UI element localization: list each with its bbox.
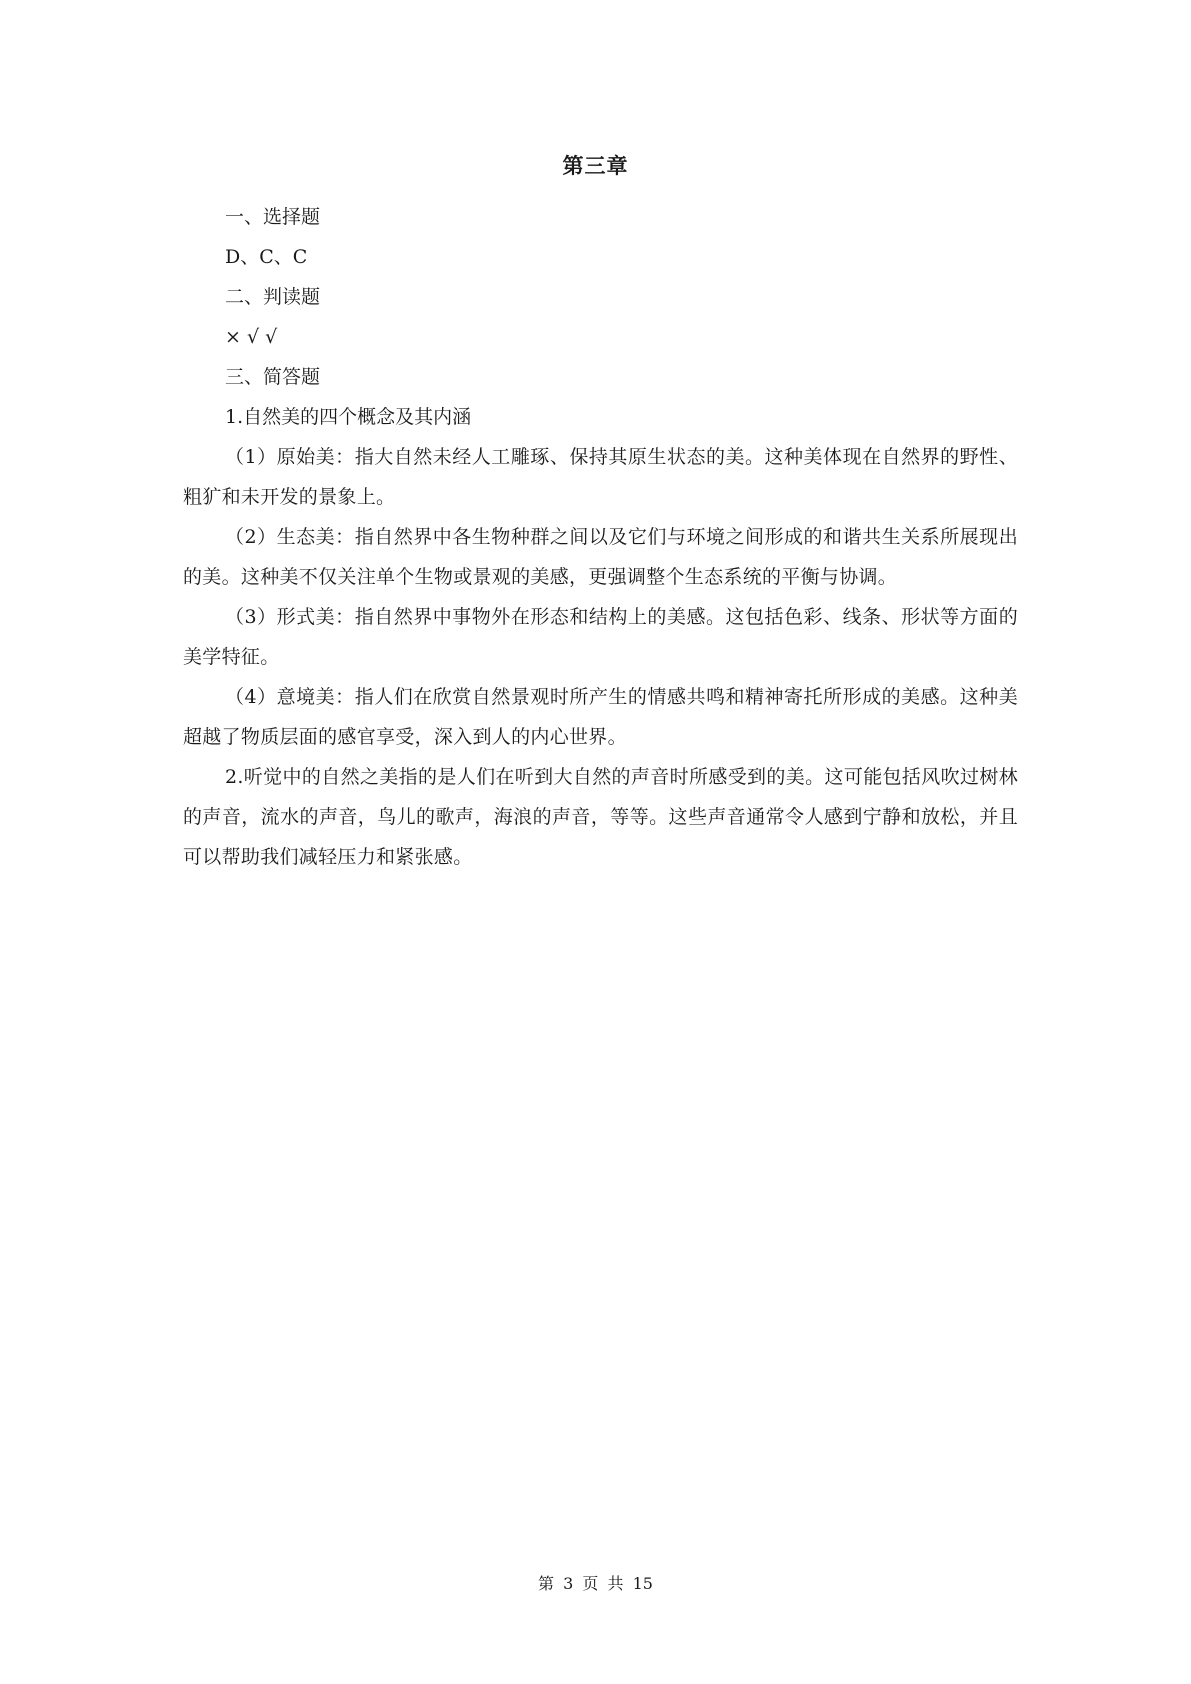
- section-heading-short: 三、简答题: [225, 366, 321, 388]
- document-body: [183, 197, 1018, 877]
- choice-answers: D、C、C: [225, 246, 308, 268]
- page-footer: 第 3 页 共 15: [538, 1574, 653, 1593]
- question-1-title: 1.自然美的四个概念及其内涵: [225, 406, 472, 428]
- question-1-item-1: （1）原始美：指大自然未经人工雕琢、保持其原生状态的美。这种美体现在自然界的野性、粗犷和未开发的景象上。: [183, 446, 1018, 508]
- question-1-item-3: （3）形式美：指自然界中事物外在形态和结构上的美感。这包括色彩、线条、形状等方面的美学特征。: [183, 606, 1018, 668]
- judge-answers: × √ √: [225, 326, 278, 348]
- chapter-title: 第三章: [562, 154, 629, 178]
- section-heading-judge: 二、判读题: [225, 286, 321, 308]
- question-2-answer: 2.听觉中的自然之美指的是人们在听到大自然的声音时所感受到的美。这可能包括风吹过树林的声音，流水的声音，鸟儿的歌声，海浪的声音，等等。这些声音通常令人感到宁静和放松，并且可以帮助我们减轻压力和紧张感。: [183, 766, 1018, 868]
- question-1-item-2: （2）生态美：指自然界中各生物种群之间以及它们与环境之间形成的和谐共生关系所展现出的美。这种美不仅关注单个生物或景观的美感，更强调整个生态系统的平衡与协调。: [183, 526, 1018, 588]
- section-heading-choice: 一、选择题: [225, 206, 321, 228]
- question-1-item-4: （4）意境美：指人们在欣赏自然景观时所产生的情感共鸣和精神寄托所形成的美感。这种美超越了物质层面的感官享受，深入到人的内心世界。: [183, 686, 1018, 748]
